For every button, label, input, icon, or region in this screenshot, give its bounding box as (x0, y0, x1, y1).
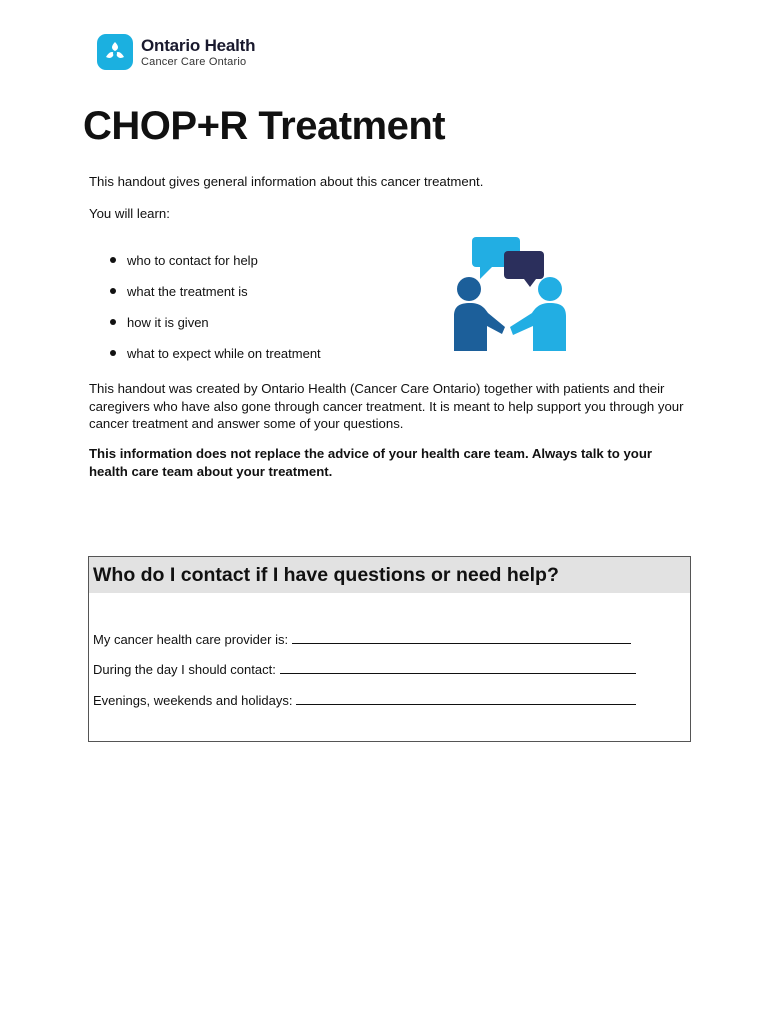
trillium-icon (97, 34, 133, 70)
daytime-contact-blank[interactable] (280, 660, 636, 674)
learn-list (89, 252, 321, 376)
list-item: who to contact for help (89, 252, 321, 283)
provider-field[interactable] (93, 630, 631, 647)
contact-box (88, 556, 691, 742)
after-hours-contact-label: Evenings, weekends and holidays: (93, 693, 293, 708)
provider-blank[interactable] (292, 630, 631, 644)
provider-label: My cancer health care provider is: (93, 632, 289, 647)
list-item: what the treatment is (89, 283, 321, 314)
page-title: CHOP+R Treatment (83, 104, 446, 148)
ontario-health-logo (97, 34, 255, 70)
contact-heading: Who do I contact if I have questions or need help? (89, 557, 690, 593)
after-hours-contact-blank[interactable] (296, 691, 636, 705)
logo-subtitle: Cancer Care Ontario (141, 55, 247, 68)
list-item: how it is given (89, 314, 321, 345)
advice-text: This information does not replace the advice of your health care team. Always talk to your health care team about your treatment. (89, 446, 653, 479)
daytime-contact-label: During the day I should contact: (93, 662, 276, 677)
created-text: This handout was created by Ontario Health (Cancer Care Ontario) together with patients and their caregivers who have also gone through cancer treatment. It is meant to help support you through your cancer treatment and answer some of your questions. (89, 381, 684, 431)
list-item: what to expect while on treatment (89, 345, 321, 376)
daytime-contact-field[interactable] (93, 660, 636, 677)
after-hours-contact-field[interactable] (93, 691, 636, 708)
intro-text: This handout gives general information about this cancer treatment. (89, 174, 484, 189)
conversation-illustration-icon (450, 234, 570, 359)
learn-heading: You will learn: (89, 206, 170, 221)
logo-name: Ontario Health (141, 35, 256, 55)
